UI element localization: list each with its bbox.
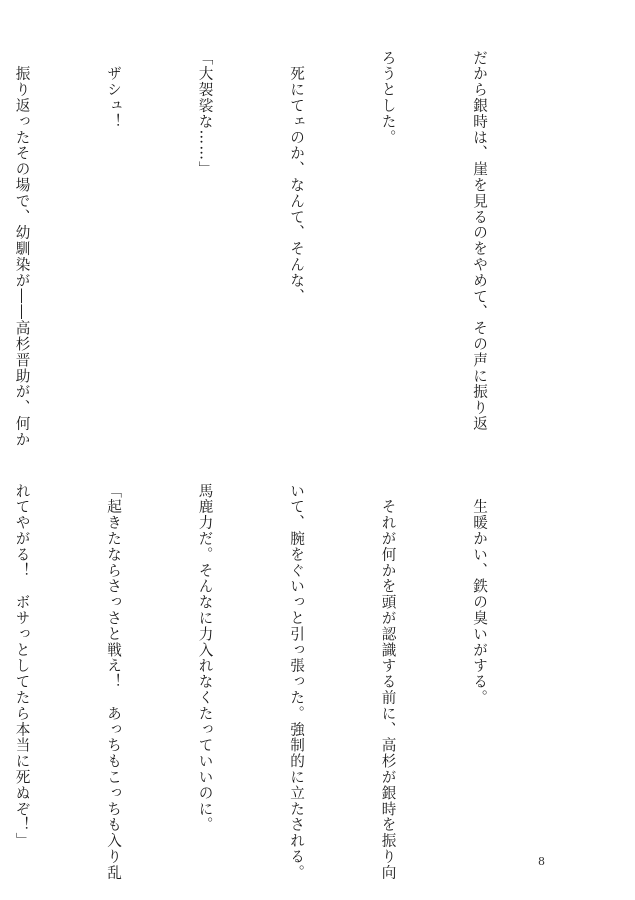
text-line: 生暖かい、鉄の臭いがする。: [471, 483, 488, 706]
text-line: 馬鹿力だ。そんなに力入れなくたっていいのに。: [196, 483, 214, 833]
top-text-tier: [0, 50, 555, 450]
text-line: ろうとした。: [379, 50, 397, 146]
text-line: 死にてェのか、なんて、そんな、: [288, 50, 305, 305]
text-line: ザシュ！: [105, 50, 122, 130]
text-line: 「起きたならさっさと戦え！ あっちもこっちも入り乱: [105, 483, 122, 881]
text-line: れてやがる！ ボサっとしてたら本当に死ぬぞ！」: [13, 483, 31, 849]
text-line: 「大袈裟な……」: [196, 50, 214, 178]
text-line: だから銀時は、崖を見るのをやめて、その声に振り返: [471, 50, 488, 432]
page-number: 8: [538, 855, 545, 868]
text-line: それが何かを頭が認識する前に、高杉が銀時を振り向: [379, 483, 397, 881]
text-line: 振り返ったその場で、幼馴染が――高杉晋助が、何か: [13, 50, 31, 448]
text-line: いて、腕をぐいっと引っ張った。強制的に立たされる。: [288, 483, 305, 881]
bottom-text-tier: [0, 483, 555, 883]
